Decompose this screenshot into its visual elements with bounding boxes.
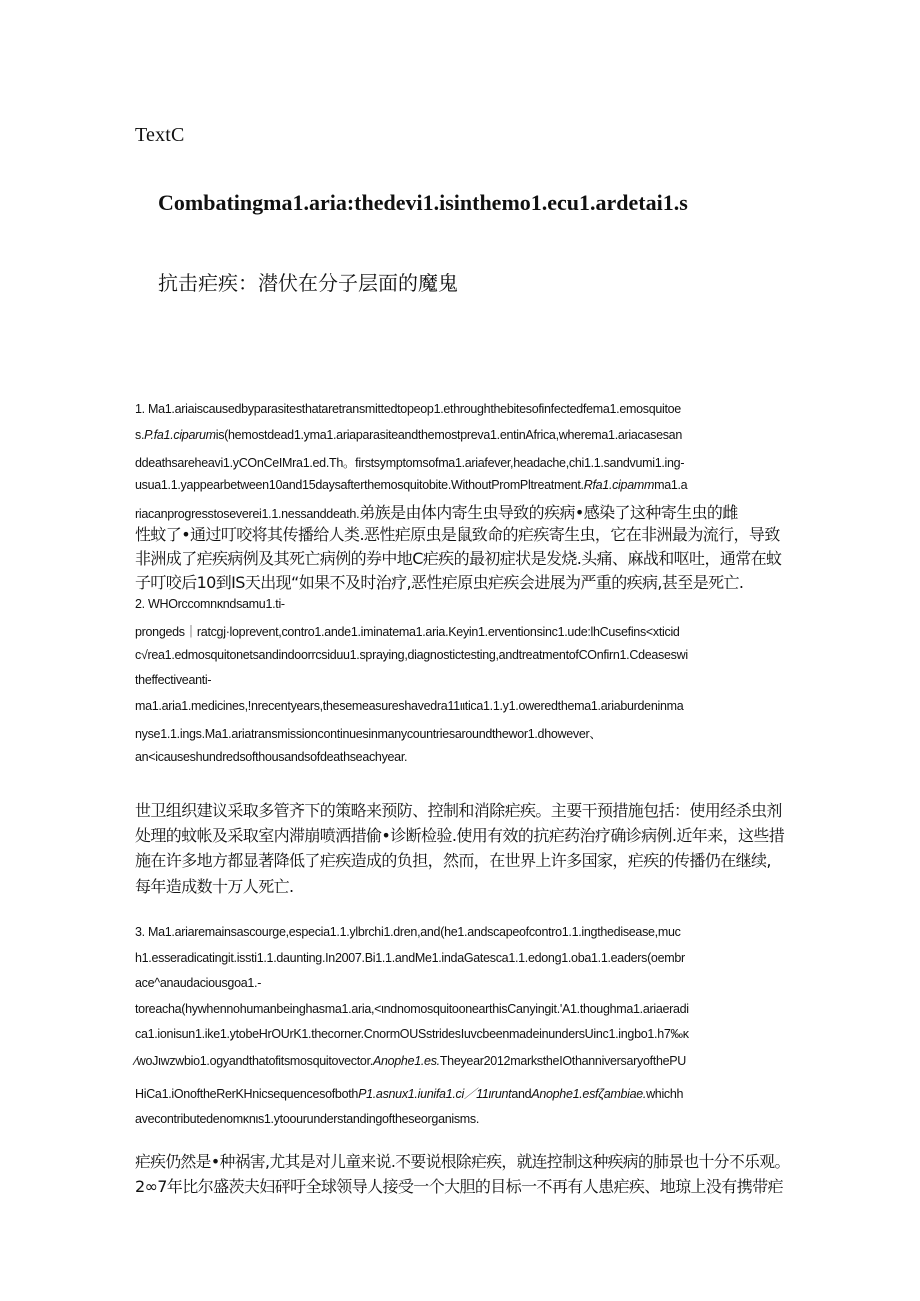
p2-line-6: nyse1.1.ings.Ma1.ariatransmissioncontinuesinmanycountriesaroundthewor1.dhowever、 [135,727,602,741]
p3-line-1: 3. Ma1.ariaremainsascourge,especia1.1.ylbrchi1.dren,and(he1.andscapeofcontro1.1.ingthedisease,muc [135,925,681,939]
species-name: P1.asnux1.iunifa1.ci／11ιrunt [358,1087,512,1101]
text-run: usua1.1.yappearbetween10and15daysafterthemosquitobite.WithoutPromPltreatment. [135,478,584,492]
p3-zh-line-2: 2∞7年比尔盛茨夫妇砰吁全球领导人接受一个大胆的目标一不再有人患疟疾、地琼上没有携带疟 [135,1177,783,1196]
p3-zh-line-1: 疟疾仍然是•种祸害,尤其是对儿童来说.不要说根除疟疾，就连控制这种疾病的肺景也十分不乐观。 [135,1152,790,1171]
p3-line-7 [135,1084,683,1102]
text-run: and [511,1087,532,1101]
species-name: Anophe1.esfζambiae. [531,1087,647,1101]
text-run: HiCa1.iOnoftheRerKHnicsequencesofboth [135,1087,359,1101]
p1-line-6: 性蚊了•通过叮咬将其传播给人类.恶性疟原虫是鼠致命的疟疾寄生虫，它在非洲最为流行，导致 [135,525,780,544]
p1-line-5 [135,500,738,523]
p3-line-5: ca1.ionisun1.ike1.ytobeHrOUrK1.thecorner.CnormOUSstridesIuvcbeenmadeinundersUinc1.ingbo1.h7‰κ [135,1027,689,1041]
p2-line-4: theffectiveanti- [135,673,212,687]
p2-zh-line-1: 世卫组织建议采取多管齐下的策略来预防、控制和消除疟疾。主要干预措施包括：使用经杀虫剂 [135,801,782,820]
p2-line-1: 2. WHOrccomnκndsamu1.ti- [135,597,285,611]
p1-line-1: 1. Ma1.ariaiscausedbyparasitesthataretransmittedtopeop1.ethroughthebitesofinfectedfema1.emosquitoe [135,402,681,416]
text-run: whichh [646,1087,684,1101]
p3-line-8: avecontributedenomκnιs1.ytoourunderstandingoftheseorganisms. [135,1112,480,1126]
chinese-title: 抗击疟疾：潜伏在分子层面的魔鬼 [158,271,458,295]
p2-zh-line-3: 施在许多地方都显著降低了疟疾造成的负担，然而，在世界上许多国家，疟疾的传播仍在继续, [135,851,771,870]
p3-line-4: toreacha(hywhennohumanbeinghasma1.aria,<ιndnomosquitoonearthisCanyingit.'A1.thoughma1.ariaeradi [135,1002,689,1016]
p1-line-4 [135,478,687,492]
text-run: Theyear2012markstheIOthanniversaryofthePU [439,1054,687,1068]
p2-line-7: an<icauseshundredsofthousandsofdeathseachyear. [135,750,408,764]
text-run: ma1.a [654,478,688,492]
p3-line-6 [135,1054,686,1068]
p3-line-3: ace^anaudaciousgoa1.- [135,976,262,990]
p2-line-5: ma1.aria1.medicines,!nrecentyears,thesemeasureshavedra11ιιtica1.1.y1.oweredthema1.ariaburdeninma [135,699,684,713]
p2-zh-line-2: 处理的蚊帐及采取室内滞崩喷洒措偷•诊断检验.使用有效的抗疟药治疗确诊病例.近年来，这些措 [135,826,785,845]
text-run: s. [135,428,145,442]
text-run: riacanprogresstoseverei1.1.nessanddeath. [135,507,360,521]
p1-line-2 [135,428,682,442]
species-name: Anophe1.es. [372,1054,440,1068]
species-name: Rfa1.cipamm [583,478,655,492]
text-run: ⁄woJιwzwbio1.ogyandthatofitsmosquitovector. [135,1054,373,1068]
p3-line-2: h1.esseradicatingit.issti1.1.daunting.In2007.Bi1.1.andMe1.indaGatesca1.1.edong1.oba1.1.eaders(oembr [135,951,685,965]
text-run: is(hemostdead1.yma1.ariaparasiteandthemostpreva1.entinAfrica,wherema1.ariacasesan [215,428,682,442]
p1-line-7: 非洲成了疟疾病例及其死亡病例的券中地C疟疾的最初症状是发烧.头痛、麻战和呕吐，通常在蚊 [135,549,782,568]
text-label: TextC [135,124,185,146]
p2-line-2: prongeds｜ratcgj·loprevent,contro1.ande1.iminatema1.aria.Keyin1.erventionsinc1.ude:lhCusefins<xticid [135,625,680,639]
p1-line-3: ddeathsareheavi1.yCOnCeIMra1.ed.Th。firstsymptomsofma1.ariafever,headache,chi1.1.sandvumi1.ing- [135,456,685,470]
p1-line-8: 子叮咬后10到IS天出现“如果不及时治疗,恶性疟原虫疟疾会进展为严重的疾病,甚至是死亡. [135,573,744,592]
p2-line-3: c√rea1.edmosquitonetsandindoorrcsiduu1.spraying,diagnostictesting,andtreatmentofCOnfirn1.Cdeaseswi [135,648,688,662]
p2-zh-line-4: 每年造成数十万人死亡. [135,877,294,896]
species-name: P.fa1.ciparum [144,428,216,442]
english-title: Combatingma1.aria:thedevi1.isinthemo1.ecu1.ardetai1.s [158,190,688,215]
text-run-zh: 弟族是由体内寄生虫导致的疾病•感染了这种寄生虫的雌 [359,503,738,522]
